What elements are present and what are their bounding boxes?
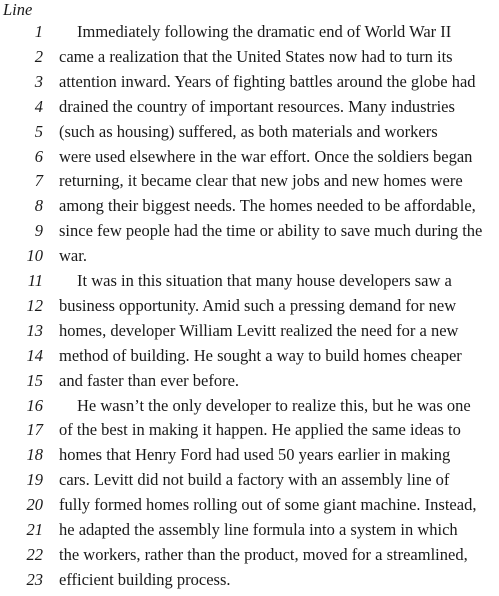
line-number: 18 bbox=[26, 445, 43, 465]
line-text: homes that Henry Ford had used 50 years earlier in making bbox=[59, 445, 451, 465]
line-number: 23 bbox=[26, 569, 43, 589]
passage-line bbox=[0, 69, 499, 94]
passage-line bbox=[0, 293, 499, 318]
line-text: came a realization that the United States now had to turn its bbox=[59, 46, 453, 66]
line-number: 14 bbox=[26, 345, 43, 365]
line-text: cars. Levitt did not build a factory with an assembly line of bbox=[59, 470, 450, 490]
line-number: 1 bbox=[34, 22, 43, 41]
passage-line bbox=[0, 517, 499, 542]
line-number: 4 bbox=[34, 96, 43, 116]
passage-line bbox=[0, 318, 499, 343]
line-text: among their biggest needs. The homes needed to be affordable, bbox=[59, 196, 476, 216]
line-number: 15 bbox=[26, 370, 43, 390]
line-text: were used elsewhere in the war effort. Once the soldiers began bbox=[59, 146, 473, 166]
line-number: 11 bbox=[27, 271, 43, 290]
line-header: Line bbox=[3, 0, 33, 19]
line-text: returning, it became clear that new jobs and new homes were bbox=[59, 171, 463, 191]
line-text: of the best in making it happen. He applied the same ideas to bbox=[59, 420, 461, 440]
line-number: 20 bbox=[26, 495, 43, 515]
passage-line bbox=[0, 218, 499, 243]
line-text: fully formed homes rolling out of some giant machine. Instead, bbox=[59, 495, 477, 515]
line-text: He wasn’t the only developer to realize this, but he was one bbox=[77, 395, 471, 415]
passage-line bbox=[0, 144, 499, 169]
line-number: 8 bbox=[34, 196, 43, 216]
line-text: Immediately following the dramatic end of World War II bbox=[77, 22, 452, 41]
passage-line bbox=[0, 19, 499, 44]
line-number: 5 bbox=[34, 121, 43, 141]
passage-line bbox=[0, 44, 499, 69]
line-text: since few people had the time or ability to save much during the bbox=[59, 221, 483, 241]
line-number: 3 bbox=[34, 71, 43, 91]
line-number: 19 bbox=[26, 470, 43, 490]
line-number: 10 bbox=[26, 246, 43, 266]
line-number: 6 bbox=[34, 146, 43, 166]
line-number: 13 bbox=[26, 320, 43, 340]
line-number: 21 bbox=[26, 520, 43, 539]
line-text: and faster than ever before. bbox=[59, 370, 240, 390]
line-text: attention inward. Years of fighting battles around the globe had bbox=[59, 71, 476, 91]
line-text: he adapted the assembly line formula into a system in which bbox=[59, 520, 458, 539]
passage-line bbox=[0, 94, 499, 119]
line-text: war. bbox=[59, 246, 87, 266]
passage-line bbox=[0, 343, 499, 368]
line-number: 2 bbox=[34, 46, 43, 66]
passage-line bbox=[0, 119, 499, 144]
passage-line bbox=[0, 542, 499, 567]
passage-line bbox=[0, 368, 499, 393]
line-text: method of building. He sought a way to build homes cheaper bbox=[59, 345, 462, 365]
line-number: 22 bbox=[26, 544, 43, 564]
passage-line bbox=[0, 268, 499, 293]
line-text: the workers, rather than the product, moved for a streamlined, bbox=[59, 544, 468, 564]
line-number: 12 bbox=[26, 295, 43, 315]
line-number: 17 bbox=[26, 420, 43, 440]
line-text: efficient building process. bbox=[59, 569, 231, 589]
passage-line bbox=[0, 492, 499, 517]
passage-line bbox=[0, 567, 499, 592]
line-text: It was in this situation that many house developers saw a bbox=[77, 271, 452, 290]
line-text: business opportunity. Amid such a pressing demand for new bbox=[59, 295, 457, 315]
line-text: drained the country of important resources. Many industries bbox=[59, 96, 455, 116]
passage-line bbox=[0, 467, 499, 492]
line-number: 9 bbox=[34, 221, 43, 241]
line-text: (such as housing) suffered, as both materials and workers bbox=[59, 121, 438, 141]
passage-line bbox=[0, 393, 499, 418]
line-text: homes, developer William Levitt realized the need for a new bbox=[59, 320, 459, 340]
passage-line bbox=[0, 168, 499, 193]
passage-line bbox=[0, 417, 499, 442]
line-number: 16 bbox=[26, 395, 43, 415]
line-number: 7 bbox=[34, 171, 43, 191]
passage-line bbox=[0, 193, 499, 218]
passage-line bbox=[0, 243, 499, 268]
passage-line bbox=[0, 442, 499, 467]
